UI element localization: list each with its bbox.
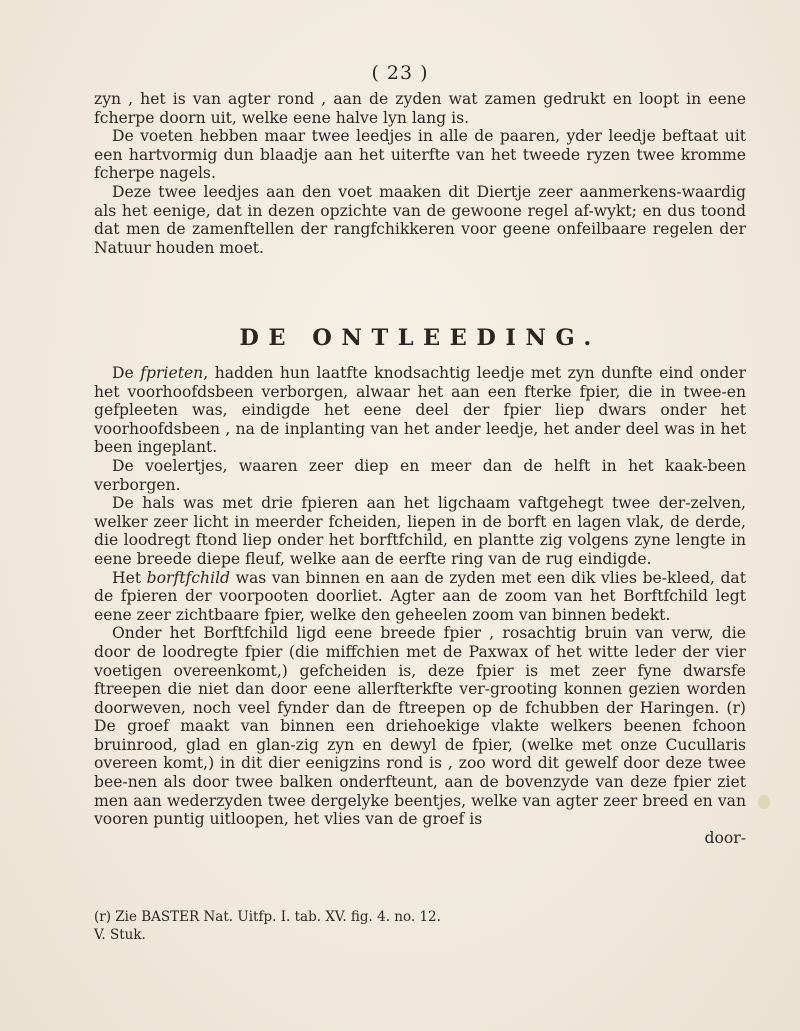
paragraph: Onder het Borftfchild ligd eene breede fpier , rosachtig bruin van verw, die door de loodregte fpier (die miffchien met de Paxwax of het witte leder der vier voetigen overeenkomt,) gefcheiden is, deze fpier is met zeer fyne dwarsfe ftreepen die niet dan door eene allerfterkfte ver-grooting konnen gezien worden doorweven, noch veel fynder dan de ftreepen op de fchubben der Haringen. (r) De groef maakt van binnen een driehoekige vlakte welkers beenen fchoon bruinrood, glad en glan-zig zyn en dewyl de fpier, (welke met onze Cucullaris overeen komt,) in dit dier eenigzins rond is , zoo word dit gewelf door deze twee bee-nen als door twee balken onderfteunt, aan de bovenzyde van deze fpier ziet men aan wederzyden twee dergelyke beentjes, welke van agter zeer breed en van vooren puntig uitloopen, het vlies van de groef is <box>94 624 746 829</box>
section-heading: DE ONTLEEDING. <box>239 325 601 351</box>
footnote-reference: (r) Zie BASTER Nat. Uitfp. I. tab. XV. fig. 4. no. 12. <box>94 909 441 925</box>
page-number: ( 23 ) <box>371 62 429 84</box>
paragraph-lead: Het <box>112 568 147 587</box>
paragraph <box>94 569 746 625</box>
paragraph: De voeten hebben maar twee leedjes in alle de paaren, yder leedje beftaat uit een hartvormig dun blaadje aan het uiterfte van het tweede ryzen twee kromme fcherpe nagels. <box>94 127 746 183</box>
paragraph: Deze twee leedjes aan den voet maaken dit Diertje zeer aanmerkens-waardig als het eenige, dat in dezen opzichte van de gewoone regel af-wykt; en dus toond dat men de zamenftellen der rangfchikkeren voor geene onfeilbaare regelen der Natuur houden moet. <box>94 182 746 257</box>
catchword: door- <box>704 828 746 847</box>
paragraph: De hals was met drie fpieren aan het ligchaam vaftgehegt twee der-zelven, welker zeer licht in meerder fcheiden, liepen in de borft en lagen vlak, de derde, die loodregt ftond liep onder het borftfchild, en plantte zig volgens zyne lengte in eene breede diepe fleuf, welke aan de eerfte ring van de rug eindigde. <box>94 494 746 568</box>
paragraph-lead: De <box>112 364 141 382</box>
paragraph <box>94 364 746 457</box>
signature-mark: V. Stuk. <box>94 927 146 943</box>
footnote <box>94 908 746 944</box>
ink-stain <box>758 795 770 809</box>
paragraph: zyn , het is van agter rond , aan de zyden wat zamen gedrukt en loopt in eene fcherpe doorn uit, welke eene halve lyn lang is. <box>94 90 746 127</box>
paragraph-body: , hadden hun laatfte knodsachtig leedje met zyn dunfte eind onder het voorhoofdsbeen verborgen, alwaar het aan een fterke fpier, die in twee-en gefpleeten was, eindigde het eene deel der fpier liep dwars onder het voorhoofdsbeen , na de inplanting van het ander leedje, het ander deel was in het been ingeplant. <box>94 364 746 457</box>
section-text-block <box>94 364 746 847</box>
italic-term: borftfchild <box>146 568 231 587</box>
top-text-block <box>94 90 746 257</box>
italic-term: fprieten <box>140 364 204 382</box>
paragraph-body: was van binnen en aan de zyden met een dik vlies be-kleed, dat de fpieren der voorpooten doorliet. Agter aan de zoom van het Borftfchild legt eene zeer zichtbaare fpier, welke den geheelen zoom van binnen bedekt. <box>94 568 746 624</box>
paragraph: De voelertjes, waaren zeer diep en meer dan de helft in het kaak-been verborgen. <box>94 456 746 494</box>
